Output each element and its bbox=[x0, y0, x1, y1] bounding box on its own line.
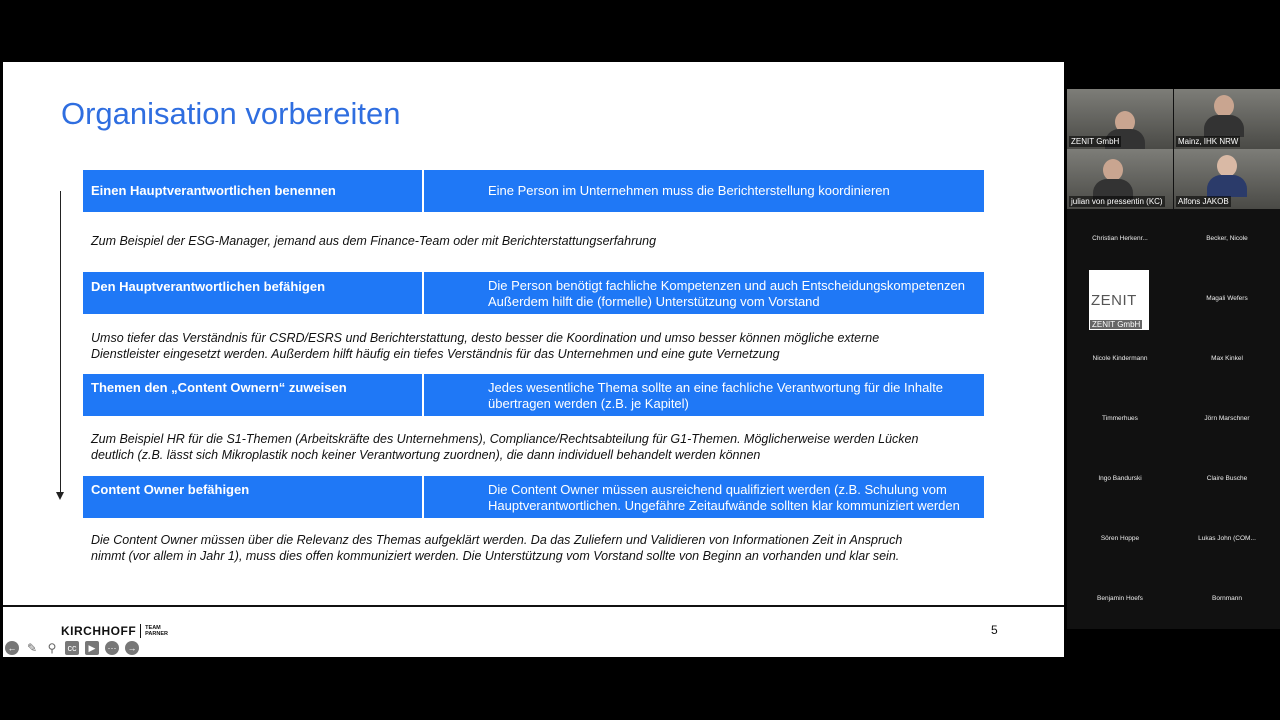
participant-name-tile[interactable]: Claire Busche bbox=[1206, 475, 1248, 482]
participant-name-tile[interactable]: Lukas John (COM... bbox=[1198, 535, 1256, 542]
slide-title: Organisation vorbereiten bbox=[61, 96, 401, 131]
zenit-logo: ZENIT bbox=[1091, 292, 1137, 309]
participant-name: ZENIT GmbH bbox=[1071, 137, 1120, 146]
step-row-2 bbox=[83, 272, 984, 314]
participant-name: julian von pressentin (KC) bbox=[1071, 197, 1163, 206]
step-row-1 bbox=[83, 170, 984, 212]
footer-divider bbox=[3, 605, 1064, 607]
step-detail-line: übertragen werden (z.B. je Kapitel) bbox=[488, 396, 689, 411]
participant-video-tile[interactable] bbox=[1067, 89, 1173, 149]
step-description-4 bbox=[91, 532, 971, 564]
description-line: Dienstleister eingesetzt werden. Außerdem hilft häufig ein tiefes Verständnis für das Unternehmen und eine gute Vernetzung bbox=[91, 347, 780, 361]
participant-name-tile[interactable]: Nicole Kindermann bbox=[1092, 355, 1148, 362]
logo-subtitle-line: TEAM bbox=[145, 625, 161, 631]
zoom-icon[interactable]: ⚲ bbox=[47, 641, 57, 655]
step-title: Den Hauptverantwortlichen befähigen bbox=[83, 272, 424, 314]
step-detail bbox=[488, 183, 978, 199]
description-line: nimmt (vor allem in Jahr 1), muss dies offen kommuniziert werden. Die Unterstützung vom Vorstand sollte von Beginn an vorhanden und klar sein. bbox=[91, 549, 900, 563]
logo-separator bbox=[140, 624, 141, 638]
participant-name: Mainz, IHK NRW bbox=[1178, 137, 1239, 146]
participant-name-tile[interactable]: Timmerhues bbox=[1102, 415, 1138, 422]
person-avatar bbox=[1103, 159, 1123, 181]
step-title: Einen Hauptverantwortlichen benennen bbox=[83, 170, 424, 212]
description-line: Zum Beispiel der ESG-Manager, jemand aus dem Finance-Team oder mit Berichterstattungserfahrung bbox=[91, 234, 657, 248]
presentation-slide bbox=[3, 62, 1064, 657]
more-icon[interactable]: ⋯ bbox=[105, 641, 119, 655]
participant-name-tile[interactable]: Ingo Bandurski bbox=[1098, 475, 1142, 482]
description-line: Zum Beispiel HR für die S1-Themen (Arbeitskräfte des Unternehmens), Compliance/Rechtsabteilung für G1-Themen. Möglicherweise werden Lücken bbox=[91, 432, 919, 446]
participant-name-tile[interactable]: Sören Hoppe bbox=[1100, 535, 1140, 542]
step-description-1 bbox=[91, 233, 971, 249]
participant-name-tile[interactable]: Bornmann bbox=[1212, 595, 1242, 602]
step-detail-line: Die Person benötigt fachliche Kompetenzen und auch Entscheidungskompetenzen bbox=[488, 278, 965, 293]
step-title: Content Owner befähigen bbox=[83, 476, 424, 518]
step-detail-line: Eine Person im Unternehmen muss die Berichterstellung koordinieren bbox=[488, 183, 890, 198]
step-detail bbox=[488, 278, 978, 310]
pen-icon[interactable]: ✎ bbox=[26, 641, 38, 655]
process-arrow bbox=[60, 191, 61, 495]
kirchhoff-logo bbox=[61, 624, 168, 638]
step-detail bbox=[488, 482, 978, 514]
page-number: 5 bbox=[991, 623, 998, 637]
step-description-3 bbox=[91, 431, 971, 463]
participant-video-tile[interactable] bbox=[1067, 149, 1173, 209]
presenter-toolbar bbox=[5, 641, 139, 655]
previous-icon[interactable]: ← bbox=[5, 641, 19, 655]
person-avatar bbox=[1217, 155, 1237, 177]
logo-brand: KIRCHHOFF bbox=[61, 624, 137, 638]
step-detail bbox=[488, 380, 978, 412]
step-row-4 bbox=[83, 476, 984, 518]
description-line: Umso tiefer das Verständnis für CSRD/ESRS und Berichterstattung, desto besser die Koordination und umso besser können mögliche externe bbox=[91, 331, 880, 345]
person-avatar bbox=[1207, 175, 1247, 197]
participant-name-tile[interactable]: Benjamin Hoefs bbox=[1097, 595, 1143, 602]
participant-name: ZENIT GmbH bbox=[1092, 320, 1141, 329]
step-description-2 bbox=[91, 330, 971, 362]
participant-name-tile[interactable]: Max Kinkel bbox=[1211, 355, 1243, 362]
participant-video-tile[interactable] bbox=[1174, 149, 1280, 209]
step-detail-line: Die Content Owner müssen ausreichend qualifiziert werden (z.B. Schulung vom bbox=[488, 482, 947, 497]
person-avatar bbox=[1214, 95, 1234, 117]
participant-video-tile[interactable] bbox=[1174, 89, 1280, 149]
captions-icon[interactable]: cc bbox=[65, 641, 79, 655]
next-icon[interactable]: → bbox=[125, 641, 139, 655]
step-title: Themen den „Content Ownern“ zuweisen bbox=[83, 374, 424, 416]
zenit-logo-tile[interactable] bbox=[1089, 270, 1149, 330]
step-row-3 bbox=[83, 374, 984, 416]
participants-panel bbox=[1067, 89, 1280, 629]
step-detail-line: Jedes wesentliche Thema sollte an eine fachliche Verantwortung für die Inhalte bbox=[488, 380, 944, 395]
participant-name-tile[interactable]: Becker, Nicole bbox=[1206, 235, 1248, 242]
logo-subtitle bbox=[145, 625, 168, 637]
step-detail-line: Hauptverantwortlichen. Ungefähre Zeitaufwände sollten klar kommuniziert werden bbox=[488, 498, 960, 513]
participant-name-tile[interactable]: Christian Herkenr... bbox=[1092, 235, 1148, 242]
description-line: deutlich (z.B. lässt sich Mikroplastik noch keiner Verantwortung zuordnen), die dann individuell behandelt werden können bbox=[91, 448, 761, 462]
camera-icon[interactable]: ▶ bbox=[85, 641, 99, 655]
step-detail-line: Außerdem hilft die (formelle) Unterstützung vom Vorstand bbox=[488, 294, 820, 309]
arrow-down-icon bbox=[56, 492, 64, 500]
participant-name: Alfons JAKOB bbox=[1178, 197, 1229, 206]
logo-subtitle-line: PARNER bbox=[145, 631, 168, 637]
participant-name-tile[interactable]: Magali Wefers bbox=[1206, 295, 1248, 302]
description-line: Die Content Owner müssen über die Relevanz des Themas aufgeklärt werden. Da das Zuliefern und Validieren von Informationen Zeit in Anspruch bbox=[91, 533, 903, 547]
person-avatar bbox=[1204, 115, 1244, 137]
participant-name-tile[interactable]: Jörn Marschner bbox=[1204, 415, 1250, 422]
